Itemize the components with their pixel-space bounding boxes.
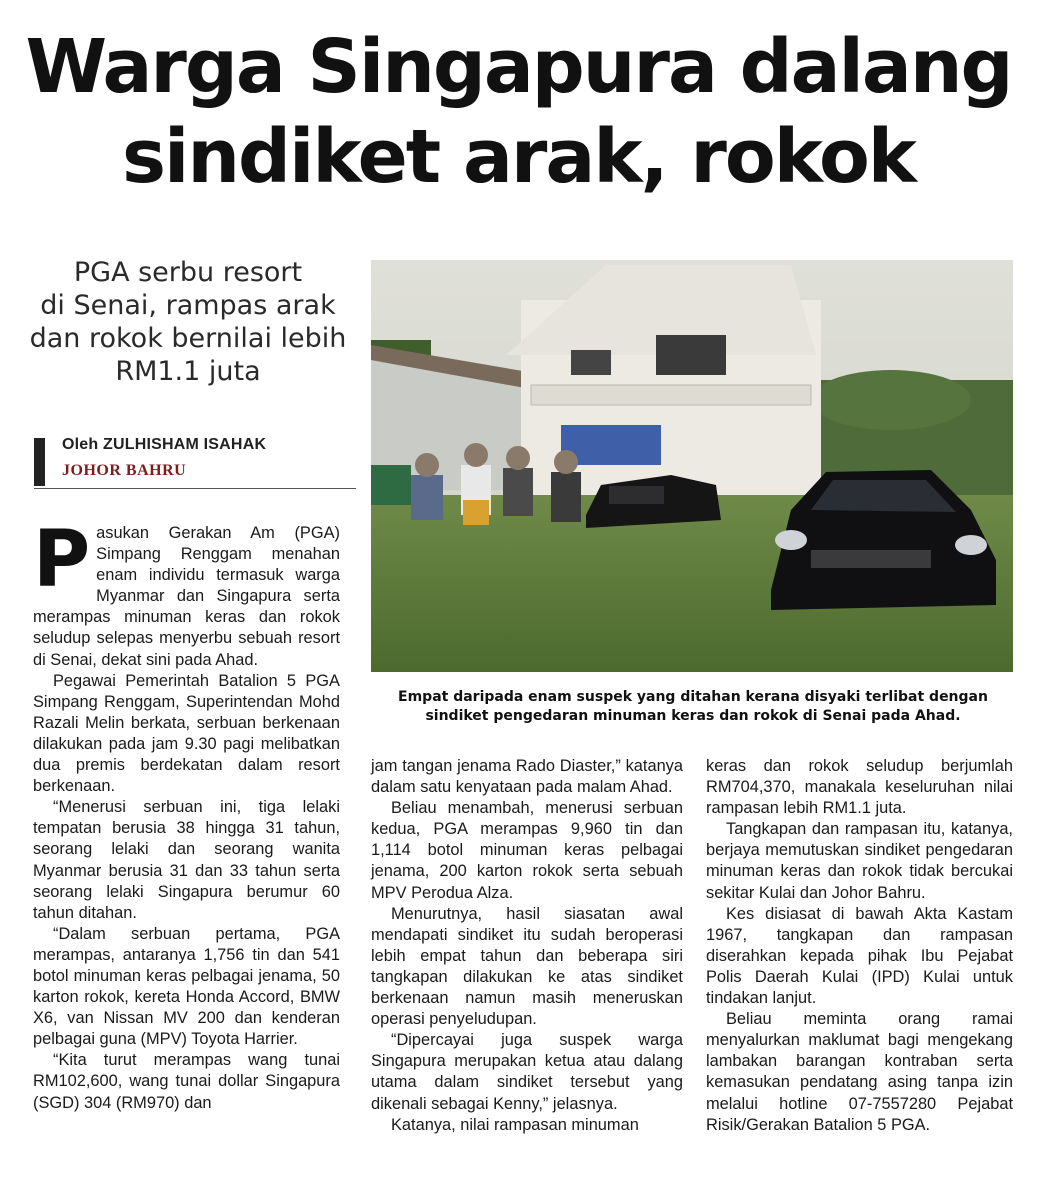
deck-line-3: dan rokok bernilai lebih	[29, 323, 347, 354]
paragraph: Tangkapan dan rampasan itu, katanya, berjaya memutuskan sindiket pengedaran minuman keras dan rokok tidak bercukai sekitar Kulai dan Johor Bahru.	[706, 820, 1013, 902]
byline	[34, 436, 356, 490]
photo-caption	[378, 688, 1008, 726]
house-window-2	[571, 350, 611, 375]
paragraph: Beliau menambah, menerusi serbuan kedua, PGA merampas 9,960 tin dan 1,114 botol minuman keras pelbagai jenama, 200 karton rokok serta sebuah MPV Perodua Alza.	[371, 799, 683, 902]
byline-place: JOHOR BAHRU	[62, 462, 187, 479]
headline-line-1: Warga Singapura dalang	[25, 24, 1012, 110]
balcony	[531, 385, 811, 405]
green-net	[371, 465, 411, 505]
headline	[0, 22, 1037, 202]
article-column-2	[371, 756, 683, 1136]
paragraph: keras dan rokok seludup berjumlah RM704,370, manakala keseluruhan nilai rampasan lebih RM1.1 juta.	[706, 757, 1013, 818]
paragraph: jam tangan jenama Rado Diaster,” katanya dalam satu kenyataan pada malam Ahad.	[371, 757, 683, 797]
deck-line-2: di Senai, rampas arak	[40, 290, 336, 321]
tree-canopy	[811, 370, 971, 430]
paragraph: Pegawai Pemerintah Batalion 5 PGA Simpang Renggam, Superintendan Mohd Razali Melin berkata, serbuan berkenaan dilakukan pada jam 9.30 pagi melibatkan dua premis berdekatan dalam resort berkenaan.	[33, 671, 340, 796]
paragraph: “Dalam serbuan pertama, PGA merampas, antaranya 1,756 tin dan 541 botol minuman keras pelbagai jenama, 50 karton rokok, kereta Honda Accord, BMW X6, van Nissan MV 200 dan kenderan pelbagai guna (MPV) Toyota Harrier.	[33, 924, 340, 1049]
paragraph: Menurutnya, hasil siasatan awal mendapati sindiket itu sudah beroperasi lebih empat tahun dan beberapa siri tangkapan dilakukan ke atas sindiket berkenaan namun masih meneruskan operasi penyeludupan.	[371, 904, 683, 1029]
paragraph: “Menerusi serbuan ini, tiga lelaki tempatan berusia 38 hingga 31 tahun, seorang lelaki dan seorang wanita Myanmar berusia 31 dan 33 tahun serta seorang lelaki Singapura berumur 60 tahun ditahan.	[33, 798, 340, 922]
caption-line-1: Empat daripada enam suspek yang ditahan kerana disyaki terlibat dengan	[398, 689, 988, 705]
caption-line-2: sindiket pengedaran minuman keras dan rokok di Senai pada Ahad.	[425, 708, 961, 724]
article-column-3	[706, 756, 1013, 1136]
paragraph: Kes disiasat di bawah Akta Kastam 1967, tangkapan dan rampasan diserahkan kepada pihak Ibu Pejabat Polis Daerah Kulai (IPD) Kulai untuk tindakan lanjut.	[706, 904, 1013, 1008]
byline-author: Oleh ZULHISHAM ISAHAK	[62, 436, 267, 453]
byline-bar	[34, 438, 45, 486]
photo-illustration	[371, 260, 1013, 672]
paragraph: “Kita turut merampas wang tunai RM102,600, wang tunai dollar Singapura (SGD) 304 (RM970) dan	[33, 1051, 340, 1112]
article-column-1	[33, 515, 340, 1114]
headline-line-2: sindiket arak, rokok	[121, 114, 916, 200]
deck-line-1: PGA serbu resort	[73, 257, 303, 288]
drop-cap: P	[33, 515, 91, 605]
house-window	[656, 335, 726, 375]
paragraph: “Dipercayai juga suspek warga Singapura merupakan ketua atau dalang utama dalam sindiket tersebut yang dikenali sebagai Kenny,” jelasnya.	[371, 1031, 683, 1113]
paragraph: asukan Gerakan Am (PGA) Simpang Renggam menahan enam individu termasuk warga Myanmar dan Singapura serta merampas minuman keras dan rokok seludup selepas menyerbu sebuah resort di Senai, dekat sini pada Ahad.	[33, 524, 340, 669]
byline-rule	[34, 488, 356, 489]
paragraph: Katanya, nilai rampasan minuman	[391, 1115, 639, 1134]
deck-line-4: RM1.1 juta	[115, 356, 261, 387]
paragraph: Beliau meminta orang ramai menyalurkan maklumat bagi mengekang lambakan barangan kontraban serta kemasukan pendatang asing tanpa izin melalui hotline 07-7557280 Pejabat Risik/Gerakan Batalion 5 PGA.	[706, 1010, 1013, 1134]
news-photo	[371, 260, 1013, 672]
deck-subheadline	[24, 256, 352, 388]
